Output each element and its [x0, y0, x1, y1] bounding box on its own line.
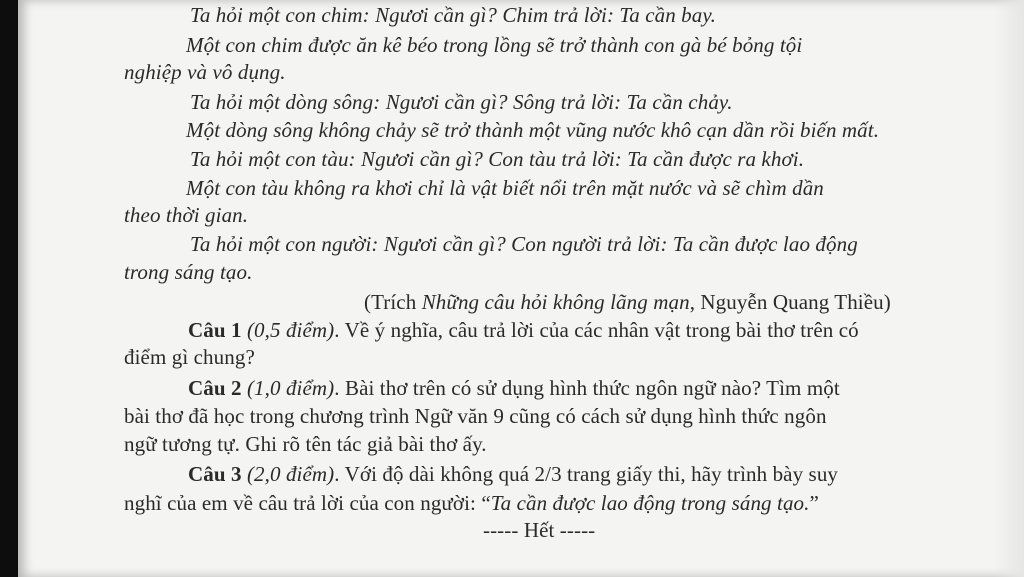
question-3-quote-end: ” — [809, 491, 819, 515]
question-3-label: Câu 3 — [188, 462, 242, 486]
poem-line-5: Một dòng sông không chảy sẽ trở thành một vũng nước khô cạn dần rồi biến mất. — [186, 118, 880, 142]
question-2-line-2: bài thơ đã học trong chương trình Ngữ văn 9 cũng có cách sử dụng hình thức ngôn — [124, 404, 827, 428]
citation-open: (Trích — [364, 290, 422, 314]
poem-line-3: nghiệp và vô dụng. — [124, 60, 286, 84]
citation-title: Những câu hỏi không lãng mạn — [421, 290, 690, 314]
question-1-line-1 — [188, 318, 859, 342]
question-1-line-2: điểm gì chung? — [124, 345, 255, 369]
poem-line-1: Ta hỏi một con chim: Ngươi cần gì? Chim trả lời: Ta cần bay. — [190, 3, 716, 27]
question-3-line-1 — [188, 462, 838, 486]
poem-line-6: Ta hỏi một con tàu: Ngươi cần gì? Con tàu trả lời: Ta cần được ra khơi. — [190, 147, 805, 171]
end-mark: ----- Hết ----- — [483, 518, 596, 542]
poem-line-4: Ta hỏi một dòng sông: Ngươi cần gì? Sông trả lời: Ta cần chảy. — [190, 90, 733, 114]
poem-line-2: Một con chim được ăn kê béo trong lồng sẽ trở thành con gà bé bỏng tội — [186, 33, 803, 57]
exam-paper — [18, 0, 1024, 577]
question-3-points: (2,0 điểm) — [246, 462, 335, 486]
question-2-line-1 — [188, 376, 840, 400]
poem-line-9: Ta hỏi một con người: Ngươi cần gì? Con người trả lời: Ta cần được lao động — [190, 232, 858, 256]
citation — [364, 290, 891, 314]
poem-line-7: Một con tàu không ra khơi chỉ là vật biết nổi trên mặt nước và sẽ chìm dần — [186, 176, 824, 200]
question-3-text-plain: nghĩ của em về câu trả lời của con người: “ — [124, 491, 491, 515]
question-1-text: . Về ý nghĩa, câu trả lời của các nhân vật trong bài thơ trên có — [334, 318, 859, 342]
question-2-line-3: ngữ tương tự. Ghi rõ tên tác giả bài thơ ấy. — [124, 432, 487, 456]
question-3-line-2 — [124, 491, 819, 515]
question-1-points: (0,5 điểm) — [246, 318, 335, 342]
question-3-quote: Ta cần được lao động trong sáng tạo. — [490, 491, 810, 515]
question-3-text: . Với độ dài không quá 2/3 trang giấy thi, hãy trình bày suy — [334, 462, 839, 486]
question-1-label: Câu 1 — [188, 318, 242, 342]
question-2-points: (1,0 điểm) — [246, 376, 335, 400]
citation-close: , Nguyễn Quang Thiều) — [689, 290, 891, 314]
question-2-label: Câu 2 — [188, 376, 242, 400]
poem-line-10: trong sáng tạo. — [124, 260, 253, 284]
poem-line-8: theo thời gian. — [124, 203, 249, 227]
question-2-text: . Bài thơ trên có sử dụng hình thức ngôn ngữ nào? Tìm một — [334, 376, 840, 400]
